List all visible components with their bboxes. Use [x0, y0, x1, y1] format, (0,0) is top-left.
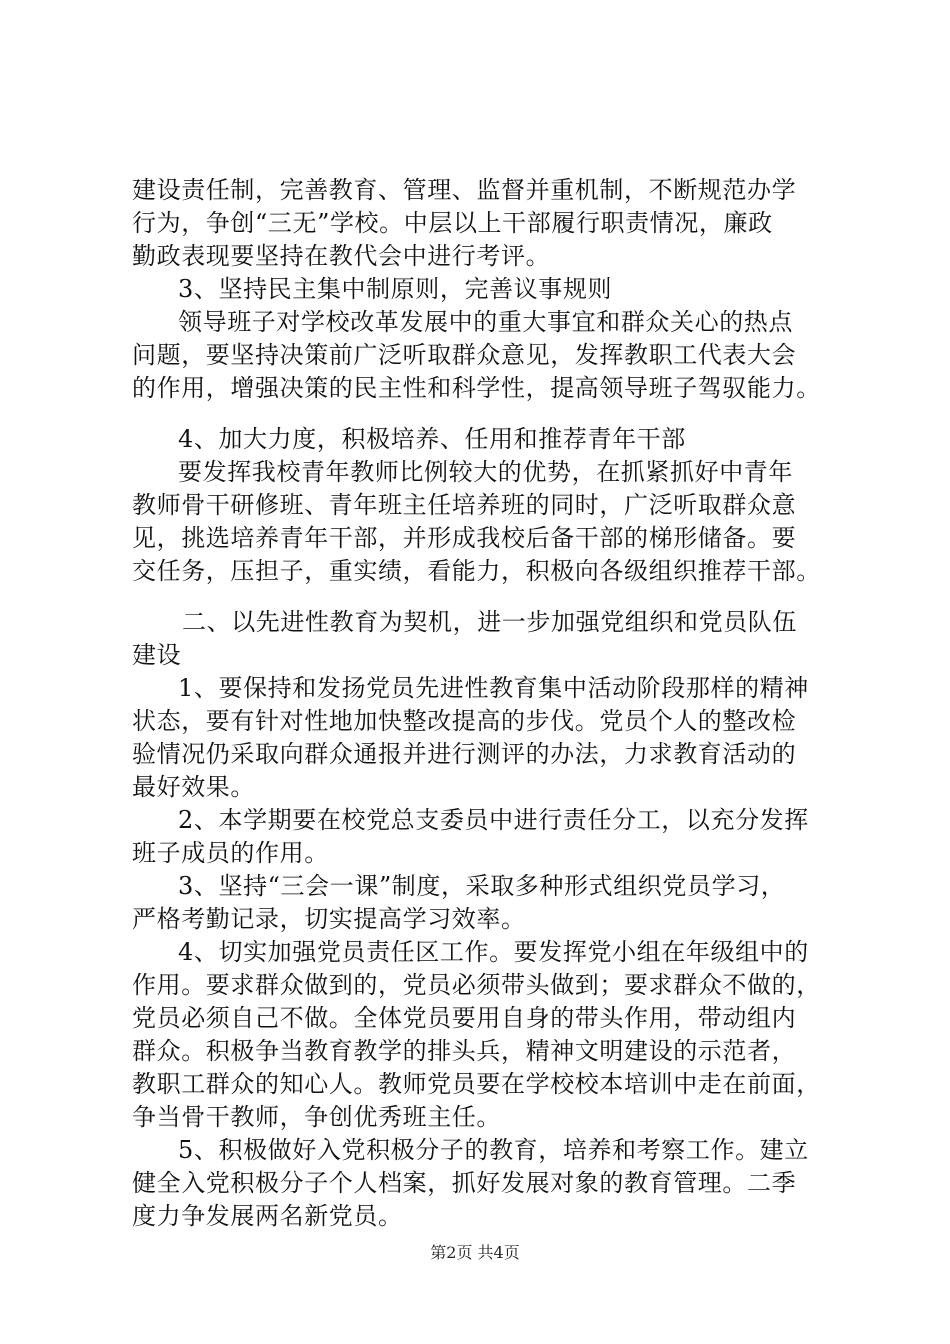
text-line: 验情况仍采取向群众通报并进行测评的办法，力求教育活动的	[132, 740, 797, 768]
chapter-heading-continued: 建设	[132, 641, 182, 669]
text-line: 群众。积极争当教育教学的排头兵，精神文明建设的示范者，	[132, 1037, 797, 1065]
text-line: 1、要保持和发扬党员先进性教育集中活动阶段那样的精神	[178, 674, 809, 702]
text-line: 最好效果。	[132, 773, 255, 801]
text-line: 3、坚持“三会一课”制度，采取多种形式组织党员学习，	[178, 872, 786, 900]
text-line: 建设责任制，完善教育、管理、监督并重机制，不断规范办学	[132, 176, 797, 204]
text-line: 严格考勤记录，切实提高学习效率。	[132, 905, 526, 933]
chapter-heading: 二、以先进性教育为契机，进一步加强党组织和党员队伍	[182, 608, 797, 636]
text-line: 教职工群众的知心人。教师党员要在学校校本培训中走在前面，	[132, 1070, 821, 1098]
text-line: 勤政表现要坚持在教代会中进行考评。	[132, 242, 551, 270]
text-line: 状态，要有针对性地加快整改提高的步伐。党员个人的整改检	[132, 707, 797, 735]
text-line: 教师骨干研修班、青年班主任培养班的同时，广泛听取群众意	[132, 491, 797, 519]
section-heading: 4、加大力度，积极培养、任用和推荐青年干部	[178, 425, 686, 453]
text-line: 的作用，增强决策的民主性和科学性，提高领导班子驾驭能力。	[132, 374, 821, 402]
text-line: 要发挥我校青年教师比例较大的优势，在抓紧抓好中青年	[178, 458, 793, 486]
text-line: 见，挑选培养青年干部，并形成我校后备干部的梯形储备。要	[132, 524, 797, 552]
text-line: 党员必须自己不做。全体党员要用自身的带头作用，带动组内	[132, 1004, 797, 1032]
text-line: 问题，要坚持决策前广泛听取群众意见，发挥教职工代表大会	[132, 341, 797, 369]
text-line: 健全入党积极分子个人档案，抓好发展对象的教育管理。二季	[132, 1169, 797, 1197]
text-line: 班子成员的作用。	[132, 839, 329, 867]
text-line: 交任务，压担子，重实绩，看能力，积极向各级组织推荐干部。	[132, 557, 821, 585]
text-line: 5、积极做好入党积极分子的教育，培养和考察工作。建立	[178, 1136, 809, 1164]
text-line: 度力争发展两名新党员。	[132, 1202, 403, 1230]
page-number-footer: 第2页 共4页	[430, 1243, 520, 1262]
text-line: 2、本学期要在校党总支委员中进行责任分工，以充分发挥	[178, 806, 809, 834]
section-heading: 3、坚持民主集中制原则，完善议事规则	[178, 275, 613, 303]
text-line: 作用。要求群众做到的，党员必须带头做到；要求群众不做的，	[132, 971, 821, 999]
text-line: 争当骨干教师，争创优秀班主任。	[132, 1103, 501, 1131]
text-line: 领导班子对学校改革发展中的重大事宜和群众关心的热点	[178, 308, 793, 336]
text-line: 行为，争创“三无”学校。中层以上干部履行职责情况，廉政	[132, 209, 773, 237]
text-line: 4、切实加强党员责任区工作。要发挥党小组在年级组中的	[178, 938, 809, 966]
